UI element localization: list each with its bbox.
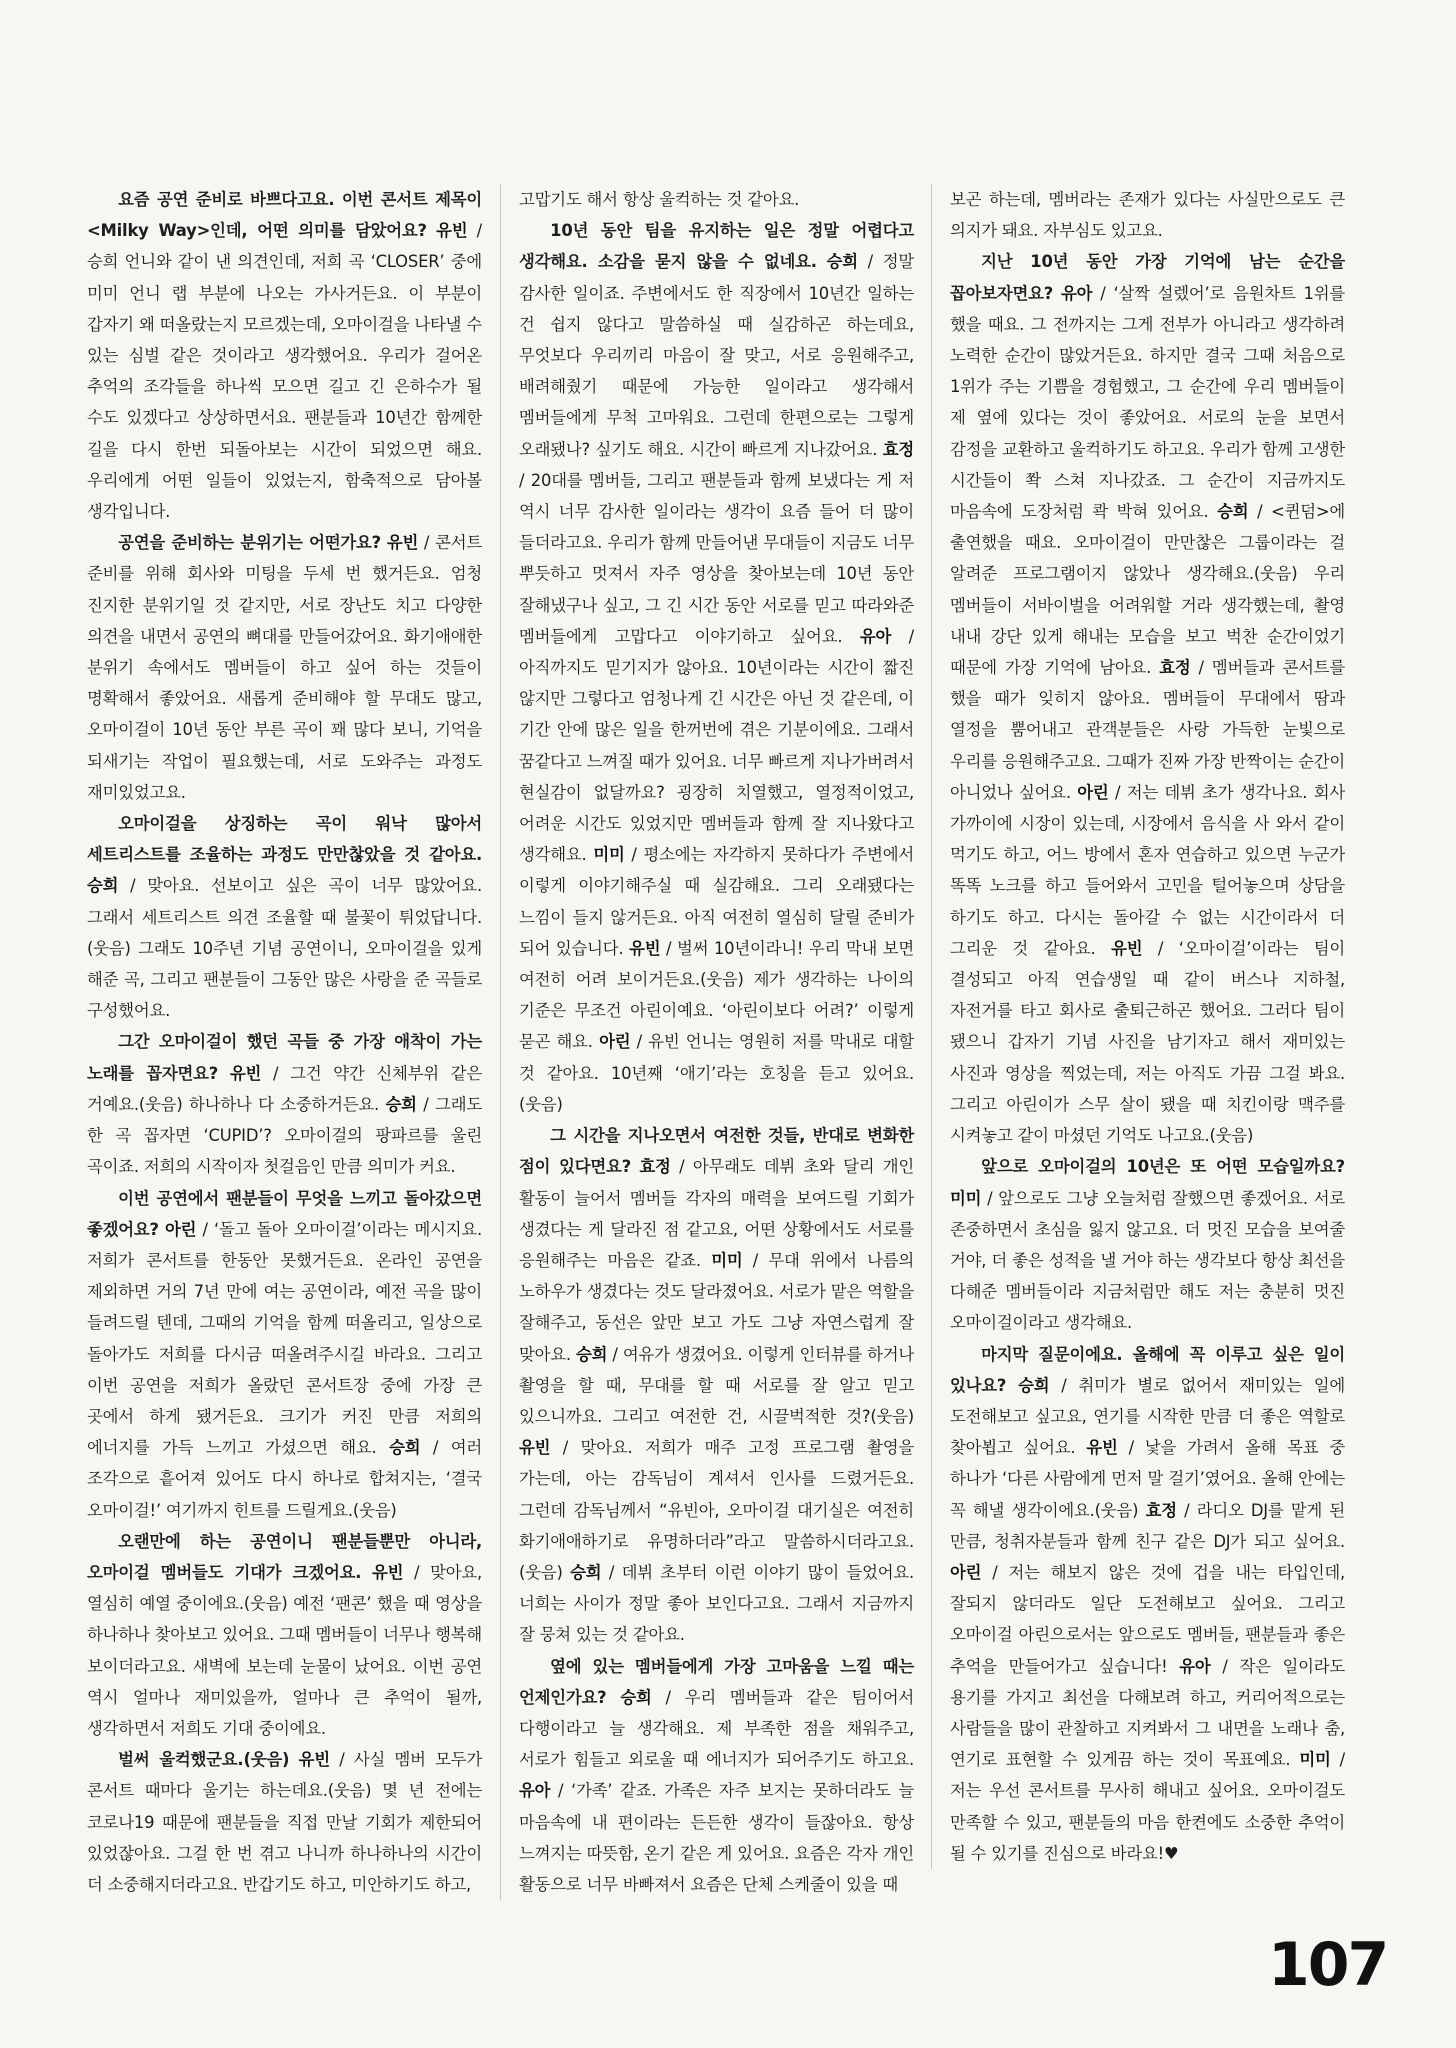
interview-question: 마지막 질문이에요. 올해에 꼭 이루고 싶은 일이 있나요?: [950, 1344, 1345, 1395]
answer-text: 맞아요, 열심히 예열 중이에요.(웃음) 예전 ‘팬콘’ 했을 때 영상을 하나하나 찾아보고 있어요. 그때 멤버들이 너무나 행복해 보이더라고요. 새벽에 보는데 눈물이 났어요. 이번 공연 역시 얼마나 재미있을까, 얼마나 큰 추억이 될까, 생각하면서 저희도 기대 중이에요.: [87, 1562, 483, 1738]
speaker-name: 유빈: [1086, 1438, 1118, 1458]
speaker-name: 유아: [1061, 283, 1093, 303]
speaker-name: 미미: [950, 1188, 982, 1208]
interview-question: 이번 공연에서 팬분들이 무엇을 느끼고 돌아갔으면 좋겠어요?: [87, 1188, 482, 1239]
answer-text: 저는 해보지 않은 것에 겁을 내는 타입인데, 잘되지 않더라도 일단 도전해보고 싶어요. 그리고 오마이걸 아린으로서는 앞으로도 멤버들, 팬분들과 좋은 추억을 만들어가고 싶습니다!: [950, 1562, 1346, 1676]
speaker-name: 효정: [1145, 1500, 1177, 1520]
answer-text: 콘서트 준비를 위해 회사와 미팅을 두세 번 했거든요. 엄청 진지한 분위기일 것 같지만, 서로 장난도 치고 다양한 의견을 내면서 공연의 뼈대를 만들어갔어요. 화기애애한 분위기 속에서도 멤버들이 하고 싶어 하는 것들이 명확해서 좋았어요. 새롭게 준비해야 할 무대도 많고, 오마이걸이 10년 동안 부른 곡이 꽤 많다 보니, 기억을 되새기는 작업이 필요했는데, 서로 도와주는 과정도 재미있었고요.: [87, 533, 482, 802]
page-number: 107: [1268, 1930, 1388, 2000]
interview-question: 옆에 있는 멤버들에게 가장 고마움을 느낄 때는 언제인가요?: [519, 1656, 914, 1707]
speaker-name: 승희: [570, 1562, 602, 1582]
answer-text: 20대를 멤버들, 그리고 팬분들과 함께 보냈다는 게 저 역시 너무 감사한 일이라는 생각이 요즘 들어 더 많이 들더라고요. 우리가 함께 만들어낸 무대들이 지금도 너무 뿌듯하고 멋져서 자주 영상을 찾아보는데 10년 동안 잘해냈구나 싶고, 그 긴 시간 동안 서로를 믿고 따라와준 멤버들에게 고맙다고 이야기하고 싶어요.: [519, 470, 914, 646]
answer-text: 정말 감사한 일이죠. 주변에서도 한 직장에서 10년간 일하는 건 쉽지 않다고 말씀하실 때 실감하곤 하는데요, 무엇보다 우리끼리 마음이 잘 맞고, 서로 응원해주고, 배려해줬기 때문에 가능한 일이라고 생각해서 멤버들에게 무척 고마워요. 그런데 한편으로는 그렇게 오래됐나? 싶기도 해요. 시간이 빠르게 지나갔어요.: [519, 252, 914, 459]
speaker-name: 승희: [826, 252, 858, 272]
answer-text: 앞으로도 그냥 오늘처럼 잘했으면 좋겠어요. 서로 존중하면서 초심을 잃지 않고요. 더 멋진 모습을 보여줄 거야, 더 좋은 성적을 낼 거야 하는 생각보다 항상 최선을 다해준 멤버들이라 지금처럼만 해도 저는 충분히 멋진 오마이걸이라고 생각해요.: [950, 1188, 1346, 1333]
qa-paragraph: [950, 184, 1345, 246]
answer-text: 보곤 하는데, 멤버라는 존재가 있다는 사실만으로도 큰 의지가 돼요. 자부심도 있고요.: [950, 190, 1345, 241]
answer-text: 평소에는 자각하지 못하다가 주변에서 이렇게 이야기해주실 때 실감해요. 그리 오래됐다는 느낌이 들지 않거든요. 아직 여전히 열심히 달릴 준비가 되어 있습니다.: [519, 845, 914, 958]
answer-text: 무대 위에서 나름의 노하우가 생겼다는 것도 달라졌어요. 서로가 맡은 역할을 잘해주고, 동선은 앞만 보고 가도 그냥 자연스럽게 잘 맞아요.: [519, 1250, 914, 1364]
speaker-name: 승희: [87, 876, 119, 896]
speaker-name: 유아: [1179, 1656, 1211, 1676]
interview-question: 지난 10년 동안 가장 기억에 남는 순간을 꼽아보자면요?: [950, 252, 1345, 303]
answer-text: 여유가 생겼어요. 이렇게 인터뷰를 하거나 촬영을 할 때, 무대를 할 때 서로를 잘 알고 믿고 있으니까요. 그리고 여전한 건, 시끌벅적한 것?(웃음): [519, 1344, 915, 1426]
qa-paragraph: 그간 오마이걸이 했던 곡들 중 가장 애착이 가는 노래를 꼽자면요? 유빈 / 그건 약간 신체부위 같은 거예요.(웃음) 하나하나 다 소중하거든요. 승희 / 그래도 한 곡 꼽자면 ‘CUPID’? 오마이걸의 팡파르를 울린 곡이죠. 저희의 시작이자 첫걸음인 만큼 의미가 커요.: [87, 1032, 483, 1177]
speaker-name: 유빈: [519, 1438, 551, 1458]
interview-question: 요즘 공연 준비로 바쁘다고요. 이번 콘서트 제목이 <Milky Way>인데, 어떤 의미를 담았어요?: [87, 190, 482, 241]
speaker-name: 효정: [1159, 658, 1191, 678]
speaker-name: 유빈: [229, 1063, 262, 1083]
answer-text: 벌써 10년이라니! 우리 막내 보면 여전히 어려 보이거든요.(웃음) 제가 생각하는 나이의 기준은 무조건 아린이예요. ‘아린이보다 어려?’ 이렇게 묻곤 해요.: [519, 938, 914, 1052]
qa-paragraph: 이번 공연에서 팬분들이 무엇을 느끼고 돌아갔으면 좋겠어요? 아린 / ‘돌고 돌아 오마이걸’이라는 메시지요. 저희가 콘서트를 한동안 못했거든요. 온라인 공연을 제외하면 거의 7년 만에 여는 공연이라, 예전 곡을 많이 들려드릴 텐데, 그때의 기억을 함께 떠올리고, 일상으로 돌아가도 저희를 다시금 떠올려주시길 바라요. 그리고 이번 공연을 저희가 올랐던 콘서트장 중에 가장 큰 곳에서 하게 됐거든요. 크기가 커진 만큼 저희의 에너지를 가득 느끼고 가셨으면 해요. 승희 / 여러 조각으로 흩어져 있어도 다시 하나로 합쳐지는, ‘결국 오마이걸!’ 여기까지 힌트를 드릴게요.(웃음): [87, 1188, 483, 1520]
speaker-name: 미미: [711, 1250, 743, 1270]
qa-paragraph: 요즘 공연 준비로 바쁘다고요. 이번 콘서트 제목이 <Milky Way>인데, 어떤 의미를 담았어요? 유빈 / 승희 언니와 같이 낸 의견인데, 저희 곡 ‘CLOSER’ 중에 미미 언니 랩 부분에 나오는 가사거든요. 이 부분이 갑자기 왜 떠올랐는지 모르겠는데, 오마이걸을 나타낼 수 있는 심벌 같은 것이라고 생각했어요. 우리가 걸어온 추억의 조각들을 하나씩 모으면 길고 긴 은하수가 될 수도 있겠다고 상상하면서요. 팬분들과 10년간 함께한 길을 다시 한번 되돌아보는 시간이 되었으면 해요. 우리에게 어떤 일들이 있었는지, 함축적으로 담아볼 생각입니다.: [87, 190, 482, 522]
answer-text: 멤버들과 콘서트를 했을 때가 잊히지 않아요. 멤버들이 무대에서 땀과 열정을 뿜어내고 관객분들은 사랑 가득한 눈빛으로 우리를 응원해주고요. 그때가 진짜 가장 반짝이는 순간이 아니었나 싶어요.: [950, 658, 1346, 802]
speaker-name: 승희: [385, 1094, 417, 1114]
speaker-name: 승희: [576, 1344, 608, 1364]
answer-text: 데뷔 초부터 이런 이야기 많이 들었어요. 너희는 사이가 정말 좋아 보인다고요. 그래서 지금까지 잘 뭉쳐 있는 것 같아요.: [519, 1562, 914, 1645]
speaker-name: 유아: [859, 626, 892, 646]
qa-paragraph: 오랜만에 하는 공연이니 팬분들뿐만 아니라, 오마이걸 멤버들도 기대가 크겠어요. 유빈 / 맞아요, 열심히 예열 중이에요.(웃음) 예전 ‘팬콘’ 했을 때 영상을 하나하나 찾아보고 있어요. 그때 멤버들이 너무나 행복해 보이더라고요. 새벽에 보는데 눈물이 났어요. 이번 공연 역시 얼마나 재미있을까, 얼마나 큰 추억이 될까, 생각하면서 저희도 기대 중이에요.: [87, 1531, 483, 1738]
answer-text: ‘오마이걸’이라는 팀이 결성되고 아직 연습생일 때 같이 버스나 지하철, 자전거를 타고 회사로 출퇴근하곤 했어요. 그러다 팀이 됐으니 갑자기 기념 사진을 남기자고 해서 재미있는 사진과 영상을 찍었는데, 저는 아직도 가끔 그걸 봐요. 그리고 아린이가 스무 살이 됐을 때 치킨이랑 맥주를 시켜놓고 같이 마셨던 기억도 나고요.(웃음): [950, 938, 1346, 1146]
answer-text: 아무래도 데뷔 초와 달리 개인 활동이 늘어서 멤버들 각자의 매력을 보여드릴 기회가 생겼다는 게 달라진 점 같고요, 어떤 상황에서도 서로를 응원해주는 마음은 같죠.: [519, 1157, 915, 1270]
speaker-name: 유빈: [298, 1750, 330, 1770]
answer-text: 낯을 가려서 올해 목표 중 하나가 ‘다른 사람에게 먼저 말 걸기’였어요. 올해 안에는 꼭 해낼 생각이에요.(웃음): [950, 1438, 1346, 1520]
qa-paragraph: 벌써 울컥했군요.(웃음) 유빈 / 사실 멤버 모두가 콘서트 때마다 울기는 하는데요.(웃음) 몇 년 전에는 코로나19 때문에 팬분들을 직접 만날 기회가 제한되어 있었잖아요. 그걸 한 번 겪고 나니까 하나하나의 시간이 더 소중해지더라고요. 반갑기도 하고, 미안하기도 하고,: [87, 1750, 482, 1894]
answer-text: 취미가 별로 없어서 재미있는 일에 도전해보고 싶고요, 연기를 시작한 만큼 더 좋은 역할로 찾아뵙고 싶어요.: [950, 1375, 1345, 1458]
qa-paragraph: 옆에 있는 멤버들에게 가장 고마움을 느낄 때는 언제인가요? 승희 / 우리 멤버들과 같은 팀이어서 다행이라고 늘 생각해요. 제 부족한 점을 채워주고, 서로가 힘들고 외로울 때 에너지가 되어주기도 하고요. 유아 / ‘가족’ 같죠. 가족은 자주 보지는 못하더라도 늘 마음속에 내 편이라는 든든한 생각이 들잖아요. 항상 느껴지는 따뜻함, 온기 같은 게 있어요. 요즘은 각자 개인 활동으로 너무 바빠져서 요즘은 단체 스케줄이 있을 때: [519, 1656, 914, 1894]
speaker-name: 유빈: [386, 533, 419, 553]
answer-text: 우리 멤버들과 같은 팀이어서 다행이라고 늘 생각해요. 제 부족한 점을 채워주고, 서로가 힘들고 외로울 때 에너지가 되어주기도 하고요.: [519, 1687, 914, 1770]
speaker-name: 아린: [599, 1032, 631, 1052]
interview-question: 벌써 울컥했군요.(웃음): [118, 1750, 290, 1770]
qa-paragraph: 지난 10년 동안 가장 기억에 남는 순간을 꼽아보자면요? 유아 / ‘살짝 설렜어’로 음원차트 1위를 했을 때요. 그 전까지는 그게 전부가 아니라고 생각하려 노력한 순간이 많았거든요. 하지만 결국 그때 처음으로 1위가 주는 기쁨을 경험했고, 그 순간에 우리 멤버들이 제 옆에 있다는 것이 좋았어요. 서로의 눈을 보면서 감정을 교환하고 울컥하기도 하고요. 우리가 함께 고생한 시간들이 쫙 스쳐 지나갔죠. 그 순간이 지금까지도 마음속에 도장처럼 콱 박혀 있어요. 승희 / <퀸덤>에 출연했을 때요. 오마이걸이 만만찮은 그룹이라는 걸 알려준 프로그램이지 않았나 생각해요.(웃음) 우리 멤버들이 서바이벌을 어려워할 거라 생각했는데, 촬영 내내 강단 있게 해내는 모습을 보고 벅찬 순간이었기 때문에 가장 기억에 남아요. 효정 / 멤버들과 콘서트를 했을 때가 잊히지 않아요. 멤버들이 무대에서 땀과 열정을 뿜어내고 관객분들은 사랑 가득한 눈빛으로 우리를 응원해주고요. 그때가 진짜 가장 반짝이는 순간이 아니었나 싶어요. 아린 / 저는 데뷔 초가 생각나요. 회사 가까이에 시장이 있는데, 시장에서 음식을 사 와서 같이 먹기도 하고, 어느 방에서 혼자 연습하고 있으면 누군가 똑똑 노크를 하고 들어와서 고민을 털어놓으며 상담을 하기도 하고. 다시는 돌아갈 수 없는 시간이라서 더 그리운 것 같아요. 유빈 / ‘오마이걸’이라는 팀이 결성되고 아직 연습생일 때 같이 버스나 지하철, 자전거를 타고 회사로 출퇴근하곤 했어요. 그러다 팀이 됐으니 갑자기 기념 사진을 남기자고 해서 재미있는 사진과 영상을 찍었는데, 저는 아직도 가끔 그걸 봐요. 그리고 아린이가 스무 살이 됐을 때 치킨이랑 맥주를 시켜놓고 같이 마셨던 기억도 나고요.(웃음): [950, 252, 1346, 1146]
speaker-name: 유아: [519, 1781, 551, 1801]
answer-text: 저는 우선 콘서트를 무사히 해내고 싶어요. 오마이걸도 만족할 수 있고, 팬분들의 마음 한켠에도 소중한 추억이 될 수 있기를 진심으로 바라요!♥: [950, 1781, 1345, 1863]
answer-text: ‘돌고 돌아 오마이걸’이라는 메시지요. 저희가 콘서트를 한동안 못했거든요. 온라인 공연을 제외하면 거의 7년 만에 여는 공연이라, 예전 곡을 많이 들려드릴 텐데, 그때의 기억을 함께 떠올리고, 일상으로 돌아가도 저희를 다시금 떠올려주시길 바라요. 그리고 이번 공연을 저희가 올랐던 콘서트장 중에 가장 큰 곳에서 하게 됐거든요. 크기가 커진 만큼 저희의 에너지를 가득 느끼고 가셨으면 해요.: [87, 1219, 483, 1458]
answer-text: 저는 데뷔 초가 생각나요. 회사 가까이에 시장이 있는데, 시장에서 음식을 사 와서 같이 먹기도 하고, 어느 방에서 혼자 연습하고 있으면 누군가 똑똑 노크를 하고 들어와서 고민을 털어놓으며 상담을 하기도 하고. 다시는 돌아갈 수 없는 시간이라서 더 그리운 것 같아요.: [950, 782, 1345, 958]
answer-text: 유빈 언니는 영원히 저를 막내로 대할 것 같아요. 10년째 ‘애기’라는 호칭을 듣고 있어요.(웃음): [519, 1032, 914, 1114]
interview-question: 오마이걸을 상징하는 곡이 워낙 많아서 세트리스트를 조율하는 과정도 만만찮았을 것 같아요.: [87, 814, 482, 865]
qa-paragraph: 마지막 질문이에요. 올해에 꼭 이루고 싶은 일이 있나요? 승희 / 취미가 별로 없어서 재미있는 일에 도전해보고 싶고요, 연기를 시작한 만큼 더 좋은 역할로 찾아뵙고 싶어요. 유빈 / 낯을 가려서 올해 목표 중 하나가 ‘다른 사람에게 먼저 말 걸기’였어요. 올해 안에는 꼭 해낼 생각이에요.(웃음) 효정 / 라디오 DJ를 맡게 된 만큼, 청취자분들과 함께 친구 같은 DJ가 되고 싶어요. 아린 / 저는 해보지 않은 것에 겁을 내는 타입인데, 잘되지 않더라도 일단 도전해보고 싶어요. 그리고 오마이걸 아린으로서는 앞으로도 멤버들, 팬분들과 좋은 추억을 만들어가고 싶습니다! 유아 / 작은 일이라도 용기를 가지고 최선을 다해보려 하고, 커리어적으로는 사람들을 많이 관찰하고 지켜봐서 그 내면을 노래나 춤, 연기로 표현할 수 있게끔 하는 것이 목표예요. 미미 / 저는 우선 콘서트를 무사히 해내고 싶어요. 오마이걸도 만족할 수 있고, 팬분들의 마음 한켠에도 소중한 추억이 될 수 있기를 진심으로 바라요!♥: [950, 1344, 1346, 1863]
interview-question: 공연을 준비하는 분위기는 어떤가요?: [118, 533, 381, 553]
answer-text: 사실 멤버 모두가 콘서트 때마다 울기는 하는데요.(웃음) 몇 년 전에는 코로나19 때문에 팬분들을 직접 만날 기회가 제한되어 있었잖아요. 그걸 한 번 겪고 나니까 하나하나의 시간이 더 소중해지더라고요. 반갑기도 하고, 미안하기도 하고,: [87, 1750, 482, 1894]
answer-text: ‘가족’ 같죠. 가족은 자주 보지는 못하더라도 늘 마음속에 내 편이라는 든든한 생각이 들잖아요. 항상 느껴지는 따뜻함, 온기 같은 게 있어요. 요즘은 각자 개인 활동으로 너무 바빠져서 요즘은 단체 스케줄이 있을 때: [519, 1781, 914, 1894]
answer-text: 아직까지도 믿기지가 않아요. 10년이라는 시간이 짧진 않지만 그렇다고 엄청나게 긴 시간은 아닌 것 같은데, 이 기간 안에 많은 일을 한꺼번에 겪은 기분이에요. 그래서 꿈같다고 느껴질 때가 있어요. 너무 빠르게 지나가버려서 현실감이 없달까요? 굉장히 치열했고, 열정적이었고, 어려운 시간도 있었지만 멤버들과 함께 잘 지나왔다고 생각해요.: [519, 658, 914, 865]
speaker-name: 아린: [1077, 782, 1109, 802]
article-column-2: [519, 184, 914, 1900]
qa-paragraph: 공연을 준비하는 분위기는 어떤가요? 유빈 / 콘서트 준비를 위해 회사와 미팅을 두세 번 했거든요. 엄청 진지한 분위기일 것 같지만, 서로 장난도 치고 다양한 의견을 내면서 공연의 뼈대를 만들어갔어요. 화기애애한 분위기 속에서도 멤버들이 하고 싶어 하는 것들이 명확해서 좋았어요. 새롭게 준비해야 할 무대도 많고, 오마이걸이 10년 동안 부른 곡이 꽤 많다 보니, 기억을 되새기는 작업이 필요했는데, 서로 도와주는 과정도 재미있었고요.: [87, 533, 482, 802]
interview-question: 앞으로 오마이걸의 10년은 또 어떤 모습일까요?: [981, 1157, 1345, 1177]
speaker-name: 효정: [882, 439, 914, 459]
qa-paragraph: [519, 184, 914, 215]
answer-text: 승희 언니와 같이 낸 의견인데, 저희 곡 ‘CLOSER’ 중에 미미 언니 랩 부분에 나오는 가사거든요. 이 부분이 갑자기 왜 떠올랐는지 모르겠는데, 오마이걸을 나타낼 수 있는 심벌 같은 것이라고 생각했어요. 우리가 걸어온 추억의 조각들을 하나씩 모으면 길고 긴 은하수가 될 수도 있겠다고 상상하면서요. 팬분들과 10년간 함께한 길을 다시 한번 되돌아보는 시간이 되었으면 해요. 우리에게 어떤 일들이 있었는지, 함축적으로 담아볼 생각입니다.: [87, 252, 482, 522]
qa-paragraph: 10년 동안 팀을 유지하는 일은 정말 어렵다고 생각해요. 소감을 묻지 않을 수 없네요. 승희 / 정말 감사한 일이죠. 주변에서도 한 직장에서 10년간 일하는 건 쉽지 않다고 말씀하실 때 실감하곤 하는데요, 무엇보다 우리끼리 마음이 잘 맞고, 서로 응원해주고, 배려해줬기 때문에 가능한 일이라고 생각해서 멤버들에게 무척 고마워요. 그런데 한편으로는 그렇게 오래됐나? 싶기도 해요. 시간이 빠르게 지나갔어요. 효정 / 20대를 멤버들, 그리고 팬분들과 함께 보냈다는 게 저 역시 너무 감사한 일이라는 생각이 요즘 들어 더 많이 들더라고요. 우리가 함께 만들어낸 무대들이 지금도 너무 뿌듯하고 멋져서 자주 영상을 찾아보는데 10년 동안 잘해냈구나 싶고, 그 긴 시간 동안 서로를 믿고 따라와준 멤버들에게 고맙다고 이야기하고 싶어요. 유아 / 아직까지도 믿기지가 않아요. 10년이라는 시간이 짧진 않지만 그렇다고 엄청나게 긴 시간은 아닌 것 같은데, 이 기간 안에 많은 일을 한꺼번에 겪은 기분이에요. 그래서 꿈같다고 느껴질 때가 있어요. 너무 빠르게 지나가버려서 현실감이 없달까요? 굉장히 치열했고, 열정적이었고, 어려운 시간도 있었지만 멤버들과 함께 잘 지나왔다고 생각해요. 미미 / 평소에는 자각하지 못하다가 주변에서 이렇게 이야기해주실 때 실감해요. 그리 오래됐다는 느낌이 들지 않거든요. 아직 여전히 열심히 달릴 준비가 되어 있습니다. 유빈 / 벌써 10년이라니! 우리 막내 보면 여전히 어려 보이거든요.(웃음) 제가 생각하는 나이의 기준은 무조건 아린이예요. ‘아린이보다 어려?’ 이렇게 묻곤 해요. 아린 / 유빈 언니는 영원히 저를 막내로 대할 것 같아요. 10년째 ‘애기’라는 호칭을 듣고 있어요.(웃음): [519, 221, 914, 1114]
answer-text: 맞아요. 선보이고 싶은 곡이 너무 많았어요. 그래서 세트리스트 의견 조율할 때 불꽃이 튀었답니다.(웃음) 그래도 10주년 기념 공연이니, 오마이걸을 있게 해준 곡, 그리고 팬분들이 그동안 많은 사랑을 준 곡들로 구성했어요.: [87, 876, 483, 1021]
answer-text: 작은 일이라도 용기를 가지고 최선을 다해보려 하고, 커리어적으로는 사람들을 많이 관찰하고 지켜봐서 그 내면을 노래나 춤, 연기로 표현할 수 있게끔 하는 것이 목표예요.: [950, 1656, 1346, 1770]
article-column-1: [87, 184, 482, 1900]
speaker-name: 아린: [165, 1219, 197, 1239]
speaker-name: 유빈: [629, 938, 661, 958]
answer-text: 고맙기도 해서 항상 울컥하는 것 같아요.: [519, 190, 800, 209]
qa-paragraph: 앞으로 오마이걸의 10년은 또 어떤 모습일까요? 미미 / 앞으로도 그냥 오늘처럼 잘했으면 좋겠어요. 서로 존중하면서 초심을 잃지 않고요. 더 멋진 모습을 보여줄 거야, 더 좋은 성적을 낼 거야 하는 생각보다 항상 최선을 다해준 멤버들이라 지금처럼만 해도 저는 충분히 멋진 오마이걸이라고 생각해요.: [950, 1157, 1346, 1333]
interview-question: 그 시간을 지나오면서 여전한 것들, 반대로 변화한 점이 있다면요?: [519, 1126, 914, 1177]
qa-paragraph: 그 시간을 지나오면서 여전한 것들, 반대로 변화한 점이 있다면요? 효정 / 아무래도 데뷔 초와 달리 개인 활동이 늘어서 멤버들 각자의 매력을 보여드릴 기회가 생겼다는 게 달라진 점 같고요, 어떤 상황에서도 서로를 응원해주는 마음은 같죠. 미미 / 무대 위에서 나름의 노하우가 생겼다는 것도 달라졌어요. 서로가 맡은 역할을 잘해주고, 동선은 앞만 보고 가도 그냥 자연스럽게 잘 맞아요. 승희 / 여유가 생겼어요. 이렇게 인터뷰를 하거나 촬영을 할 때, 무대를 할 때 서로를 잘 알고 믿고 있으니까요. 그리고 여전한 건, 시끌벅적한 것?(웃음) 유빈 / 맞아요. 저희가 매주 고정 프로그램 촬영을 가는데, 아는 감독님이 계셔서 인사를 드렸거든요. 그런데 감독님께서 “유빈아, 오마이걸 대기실은 여전히 화기애애하기로 유명하더라”라고 말씀하시더라고요.(웃음) 승희 / 데뷔 초부터 이런 이야기 많이 들었어요. 너희는 사이가 정말 좋아 보인다고요. 그래서 지금까지 잘 뭉쳐 있는 것 같아요.: [519, 1126, 915, 1645]
interview-question: 10년 동안 팀을 유지하는 일은 정말 어렵다고 생각해요. 소감을 묻지 않을 수 없네요.: [519, 221, 914, 272]
speaker-name: 승희: [620, 1687, 652, 1707]
speaker-name: 승희: [1217, 502, 1249, 522]
speaker-name: 승희: [389, 1438, 421, 1458]
answer-text: 맞아요. 저희가 매주 고정 프로그램 촬영을 가는데, 아는 감독님이 계셔서 인사를 드렸거든요. 그런데 감독님께서 “유빈아, 오마이걸 대기실은 여전히 화기애애하기로 유명하더라”라고 말씀하시더라고요.(웃음): [519, 1438, 915, 1582]
speaker-name: 미미: [1299, 1750, 1331, 1770]
speaker-name: 유빈: [372, 1562, 404, 1582]
speaker-name: 승희: [1018, 1375, 1050, 1395]
answer-text: ‘살짝 설렜어’로 음원차트 1위를 했을 때요. 그 전까지는 그게 전부가 아니라고 생각하려 노력한 순간이 많았거든요. 하지만 결국 그때 처음으로 1위가 주는 기쁨을 경험했고, 그 순간에 우리 멤버들이 제 옆에 있다는 것이 좋았어요. 서로의 눈을 보면서 감정을 교환하고 울컥하기도 하고요. 우리가 함께 고생한 시간들이 쫙 스쳐 지나갔죠. 그 순간이 지금까지도 마음속에 도장처럼 콱 박혀 있어요.: [950, 283, 1345, 522]
answer-text: 라디오 DJ를 맡게 된 만큼, 청취자분들과 함께 친구 같은 DJ가 되고 싶어요.: [950, 1500, 1345, 1551]
interview-question: 그간 오마이걸이 했던 곡들 중 가장 애착이 가는 노래를 꼽자면요?: [87, 1032, 482, 1083]
speaker-name: 효정: [639, 1157, 671, 1177]
speaker-name: 유빈: [1111, 938, 1143, 958]
speaker-name: 미미: [593, 845, 625, 865]
speaker-name: 아린: [950, 1562, 982, 1582]
answer-text: 여러 조각으로 흩어져 있어도 다시 하나로 합쳐지는, ‘결국 오마이걸!’ 여기까지 힌트를 드릴게요.(웃음): [87, 1438, 482, 1520]
answer-text: 그건 약간 신체부위 같은 거예요.(웃음) 하나하나 다 소중하거든요.: [87, 1063, 483, 1114]
interview-question: 오랜만에 하는 공연이니 팬분들뿐만 아니라, 오마이걸 멤버들도 기대가 크겠어요.: [87, 1531, 482, 1582]
answer-text: 그래도 한 곡 꼽자면 ‘CUPID’? 오마이걸의 팡파르를 울린 곡이죠. 저희의 시작이자 첫걸음인 만큼 의미가 커요.: [87, 1094, 483, 1177]
qa-paragraph: 오마이걸을 상징하는 곡이 워낙 많아서 세트리스트를 조율하는 과정도 만만찮았을 것 같아요. 승희 / 맞아요. 선보이고 싶은 곡이 너무 많았어요. 그래서 세트리스트 의견 조율할 때 불꽃이 튀었답니다.(웃음) 그래도 10주년 기념 공연이니, 오마이걸을 있게 해준 곡, 그리고 팬분들이 그동안 많은 사랑을 준 곡들로 구성했어요.: [87, 814, 483, 1021]
article-column-3: [950, 184, 1345, 1869]
answer-text: <퀸덤>에 출연했을 때요. 오마이걸이 만만찮은 그룹이라는 걸 알려준 프로그램이지 않았나 생각해요.(웃음) 우리 멤버들이 서바이벌을 어려워할 거라 생각했는데, 촬영 내내 강단 있게 해내는 모습을 보고 벅찬 순간이었기 때문에 가장 기억에 남아요.: [950, 502, 1346, 678]
speaker-name: 유빈: [436, 221, 468, 241]
